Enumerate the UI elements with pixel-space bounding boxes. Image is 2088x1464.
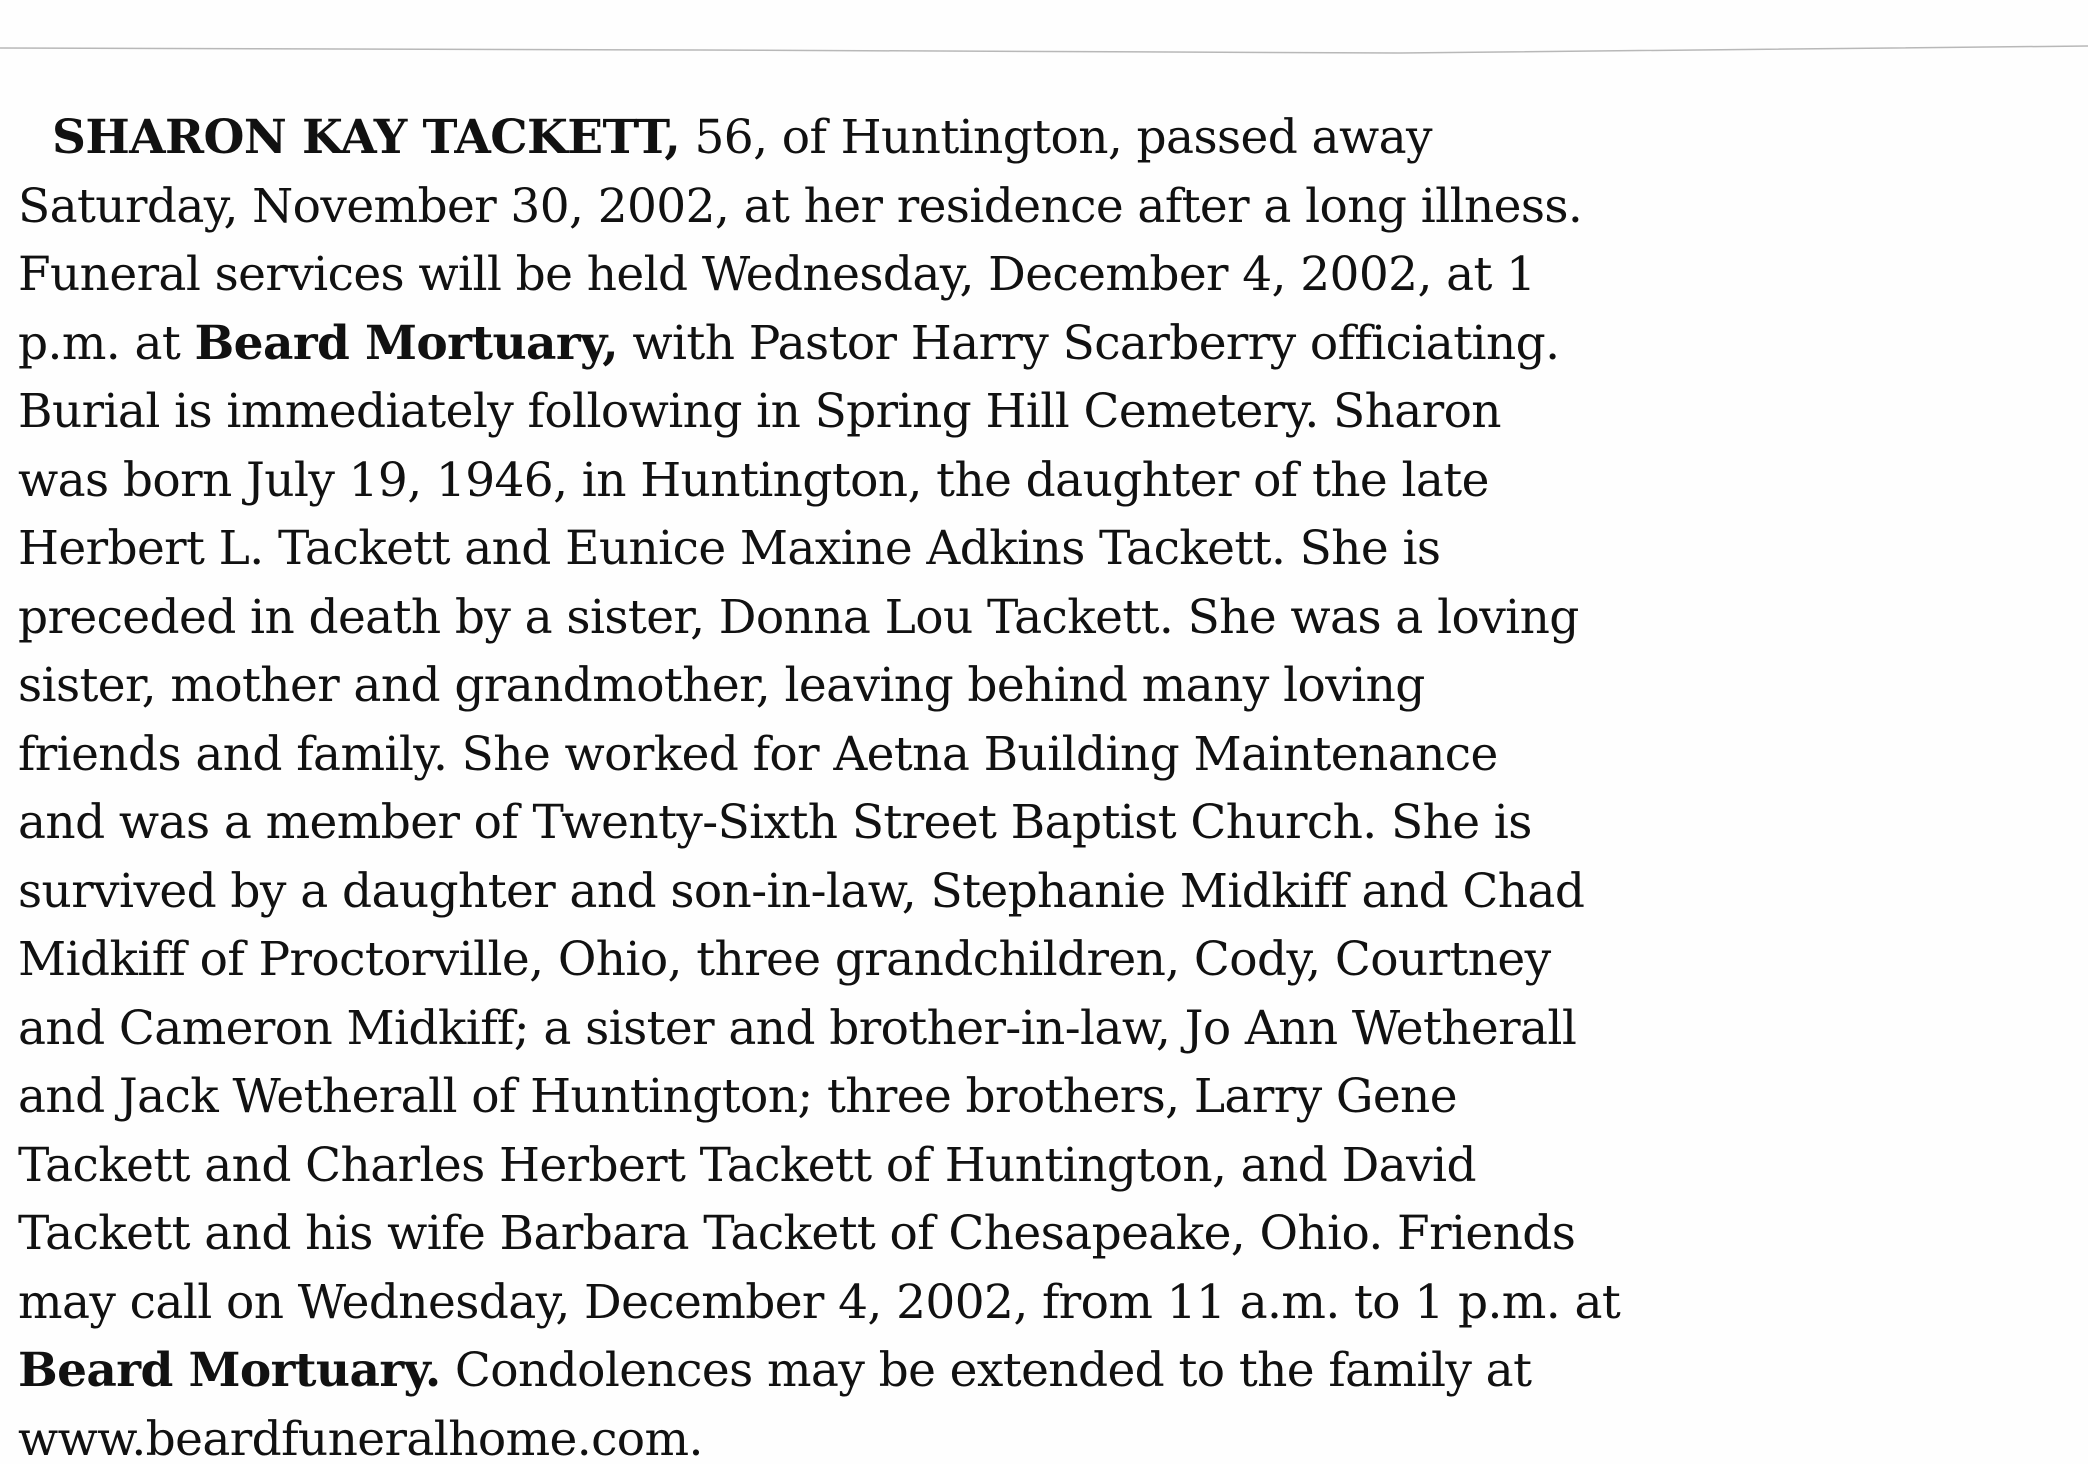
- obituary-text-segment: and was a member of Twenty-Sixth Street Baptist Church. She is: [18, 795, 1532, 850]
- obituary-text-segment: with Pastor Harry Scarberry officiating.: [618, 315, 1560, 371]
- obituary-line: [18, 858, 1718, 927]
- obituary-line: [18, 652, 1718, 721]
- obituary-line: [18, 241, 1718, 310]
- obituary-bold-segment: Beard Mortuary.: [18, 1343, 441, 1398]
- obituary-text-segment: Tackett and Charles Herbert Tackett of Huntington, and David: [18, 1137, 1476, 1193]
- obituary-text-segment: p.m. at: [18, 315, 195, 371]
- obituary-line: [18, 1200, 1718, 1269]
- obituary-text-segment: 56, of Huntington, passed away: [680, 110, 1432, 165]
- obituary-text-segment: and Cameron Midkiff; a sister and brother-in-law, Jo Ann Wetherall: [18, 1000, 1577, 1056]
- obituary-line: [18, 1337, 1718, 1406]
- obituary-text-segment: Condolences may be extended to the family at: [440, 1343, 1532, 1398]
- obituary-text-segment: Burial is immediately following in Spring Hill Cemetery. Sharon: [18, 384, 1501, 439]
- obituary-line: [18, 1132, 1718, 1201]
- obituary-text-segment: Funeral services will be held Wednesday, December 4, 2002, at 1: [18, 247, 1536, 302]
- obituary-text: [18, 104, 1718, 1464]
- obituary-line: [18, 926, 1718, 995]
- obituary-text-segment: survived by a daughter and son-in-law, Stephanie Midkiff and Chad: [18, 863, 1585, 919]
- obituary-line: [18, 310, 1718, 379]
- obituary-line: [18, 995, 1718, 1064]
- obituary-text-segment: and Jack Wetherall of Huntington; three brothers, Larry Gene: [18, 1069, 1457, 1124]
- obituary-line: [18, 1406, 1718, 1464]
- obituary-text-segment: www.beardfuneralhome.com.: [18, 1411, 703, 1464]
- obituary-bold-segment: SHARON KAY TACKETT,: [52, 110, 681, 165]
- obituary-line: [18, 721, 1718, 790]
- obituary-line: [18, 173, 1718, 242]
- clipping-top-edge: [0, 44, 2088, 56]
- obituary-line: [18, 1063, 1718, 1132]
- obituary-bold-segment: Beard Mortuary,: [194, 315, 619, 371]
- obituary-line: [18, 447, 1718, 516]
- obituary-text-segment: sister, mother and grandmother, leaving behind many loving: [18, 658, 1425, 713]
- obituary-text-segment: Midkiff of Proctorville, Ohio, three grandchildren, Cody, Courtney: [18, 932, 1551, 987]
- obituary-line: [18, 515, 1718, 584]
- torn-edge-line: [0, 44, 2088, 56]
- obituary-line: [18, 1269, 1718, 1338]
- obituary-text-segment: may call on Wednesday, December 4, 2002, from 11 a.m. to 1 p.m. at: [18, 1274, 1621, 1330]
- obituary-line: [18, 378, 1718, 447]
- obituary-line: [18, 104, 1718, 173]
- obituary-text-segment: friends and family. She worked for Aetna Building Maintenance: [18, 726, 1498, 782]
- obituary-text-segment: Herbert L. Tackett and Eunice Maxine Adkins Tackett. She is: [18, 521, 1441, 576]
- obituary-text-segment: Tackett and his wife Barbara Tackett of Chesapeake, Ohio. Friends: [18, 1206, 1576, 1261]
- obituary-text-segment: was born July 19, 1946, in Huntington, the daughter of the late: [18, 452, 1489, 508]
- obituary-line: [18, 584, 1718, 653]
- obituary-line: [18, 789, 1718, 858]
- obituary-text-segment: Saturday, November 30, 2002, at her residence after a long illness.: [18, 178, 1583, 234]
- obituary-text-segment: preceded in death by a sister, Donna Lou Tackett. She was a loving: [18, 589, 1579, 645]
